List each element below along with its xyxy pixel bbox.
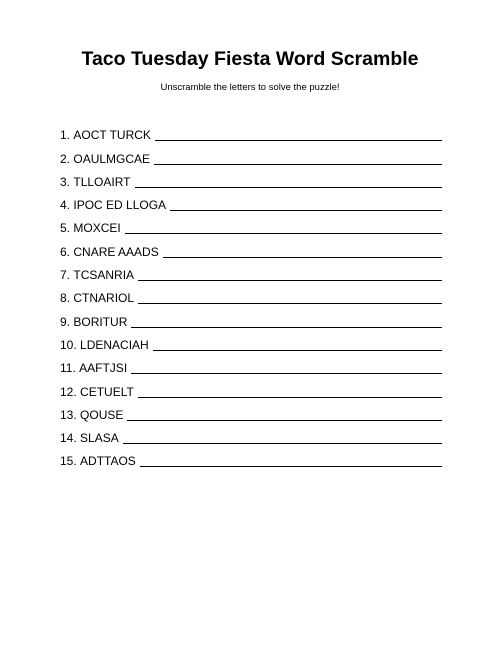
puzzle-item bbox=[60, 353, 442, 376]
scrambled-word: TLLOAIRT bbox=[73, 174, 131, 189]
puzzle-item bbox=[60, 167, 442, 190]
scrambled-word: BORITUR bbox=[73, 314, 128, 329]
scrambled-word: OAULMGCAE bbox=[73, 151, 151, 166]
scrambled-word: MOXCEI bbox=[73, 221, 121, 236]
puzzle-item bbox=[60, 376, 442, 399]
item-number: 14. bbox=[60, 431, 77, 446]
scrambled-word: CTNARIOL bbox=[73, 291, 135, 306]
puzzle-item bbox=[60, 306, 442, 329]
item-number: 7. bbox=[60, 268, 71, 283]
scrambled-word: CETUELT bbox=[80, 384, 134, 399]
scrambled-word: LDENACIAH bbox=[80, 337, 149, 352]
puzzle-list bbox=[60, 120, 442, 469]
puzzle-item bbox=[60, 400, 442, 423]
item-number: 8. bbox=[60, 291, 71, 306]
item-number: 6. bbox=[60, 244, 71, 259]
scrambled-word: CNARE AAADS bbox=[73, 244, 159, 259]
answer-line[interactable] bbox=[155, 127, 442, 141]
item-number: 10. bbox=[60, 337, 77, 352]
answer-line[interactable] bbox=[170, 197, 442, 211]
puzzle-item bbox=[60, 213, 442, 236]
answer-line[interactable] bbox=[138, 290, 442, 304]
answer-line[interactable] bbox=[127, 407, 442, 421]
answer-line[interactable] bbox=[125, 220, 442, 234]
answer-line[interactable] bbox=[138, 384, 442, 398]
puzzle-item bbox=[60, 236, 442, 259]
worksheet-instructions: Unscramble the letters to solve the puzzle! bbox=[160, 82, 340, 93]
answer-line[interactable] bbox=[131, 314, 442, 328]
item-number: 15. bbox=[60, 454, 77, 469]
answer-line[interactable] bbox=[123, 430, 442, 444]
puzzle-item bbox=[60, 423, 442, 446]
item-number: 5. bbox=[60, 221, 71, 236]
item-number: 2. bbox=[60, 151, 71, 166]
scrambled-word: AAFTJSI bbox=[79, 361, 128, 376]
scrambled-word: ADTTAOS bbox=[80, 454, 136, 469]
puzzle-item bbox=[60, 260, 442, 283]
puzzle-item bbox=[60, 446, 442, 469]
scrambled-word: AOCT TURCK bbox=[73, 128, 151, 143]
puzzle-item bbox=[60, 283, 442, 306]
item-number: 12. bbox=[60, 384, 77, 399]
answer-line[interactable] bbox=[140, 453, 442, 467]
answer-line[interactable] bbox=[138, 267, 442, 281]
answer-line[interactable] bbox=[135, 174, 443, 188]
item-number: 13. bbox=[60, 407, 77, 422]
puzzle-item bbox=[60, 120, 442, 143]
answer-line[interactable] bbox=[154, 151, 442, 165]
puzzle-item bbox=[60, 190, 442, 213]
worksheet-title: Taco Tuesday Fiesta Word Scramble bbox=[81, 48, 419, 70]
puzzle-item bbox=[60, 330, 442, 353]
puzzle-item bbox=[60, 143, 442, 166]
scrambled-word: QOUSE bbox=[80, 407, 124, 422]
scrambled-word: IPOC ED LLOGA bbox=[73, 198, 167, 213]
answer-line[interactable] bbox=[131, 360, 442, 374]
item-number: 4. bbox=[60, 198, 71, 213]
item-number: 11. bbox=[60, 361, 76, 376]
item-number: 9. bbox=[60, 314, 71, 329]
scrambled-word: SLASA bbox=[80, 431, 119, 446]
item-number: 1. bbox=[60, 128, 71, 143]
answer-line[interactable] bbox=[163, 244, 442, 258]
scrambled-word: TCSANRIA bbox=[73, 268, 135, 283]
item-number: 3. bbox=[60, 174, 71, 189]
answer-line[interactable] bbox=[153, 337, 442, 351]
